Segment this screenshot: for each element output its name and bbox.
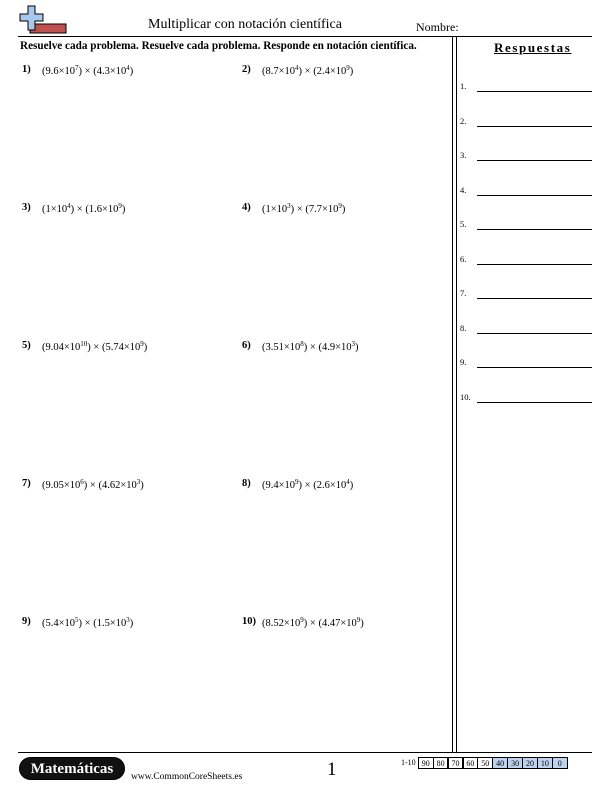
problem-number: 2) [242,64,251,75]
problem-number: 10) [242,616,256,627]
answer-number: 5. [460,219,467,229]
column-divider [456,36,457,752]
problem-expression: $(1\times 10^3) \times (7.7\times 10^9)$ [262,202,346,215]
score-cell: 30 [507,757,523,769]
score-cell: 10 [537,757,553,769]
problem-expression: $(3.51\times 10^8) \times (4.9\times 10^3)$ [262,340,359,353]
answer-row [460,357,592,371]
answer-line[interactable] [477,367,592,368]
answer-number: 4. [460,184,467,195]
answer-number: 2. [460,115,467,126]
answer-line[interactable] [477,126,592,127]
answer-row [460,288,592,302]
brand-badge: Matemáticas [19,757,125,780]
answer-row [460,254,592,268]
answer-line[interactable] [477,333,592,334]
score-cell: 20 [522,757,538,769]
answer-row [460,81,592,95]
answer-line[interactable] [477,160,592,161]
answer-number: 10. [460,391,471,402]
problem-number: 6) [242,340,251,351]
answer-number: 3. [460,150,467,160]
site-url: www.CommonCoreSheets.es [131,772,243,782]
page-number: 1 [327,759,337,780]
problem-expression: $(1\times 10^4) \times (1.6\times 10^9)$ [42,202,126,215]
problem-number: 8) [242,478,251,489]
problem-number: 3) [22,202,31,213]
score-cell: 90 [418,757,434,769]
answer-line[interactable] [477,402,592,403]
answers-title: Respuestas [494,40,572,55]
score-range-label: 1-10 [401,758,416,767]
footer-rule [18,752,592,753]
problem-expression: $(9.04\times 10^{10}) \times (5.74\times 10^9)$ [42,340,148,353]
answer-number: 9. [460,357,467,367]
problem-number: 7) [22,478,31,489]
problem-number: 5) [22,340,31,351]
plus-minus-logo-icon [18,5,68,37]
column-divider [452,36,453,752]
score-cell: 70 [448,757,464,769]
score-cell: 50 [477,757,493,769]
answer-number: 6. [460,253,467,264]
answer-line[interactable] [477,91,592,92]
problem-expression: $(9.05\times 10^6) \times (4.62\times 10^3)$ [42,478,144,491]
answer-row [460,185,592,199]
answer-number: 1. [460,81,467,91]
answer-number: 8. [460,322,467,333]
problem-expression: $(9.4\times 10^9) \times (2.6\times 10^4)$ [262,478,354,491]
answer-number: 7. [460,288,467,298]
instructions: Resuelve cada problema. Resuelve cada problema. Responde en notación científica. [20,40,417,52]
score-cell: 60 [463,757,479,769]
answer-row [460,150,592,164]
name-label: Nombre: [416,20,459,34]
problem-expression: $(8.7\times 10^4) \times (2.4\times 10^9)$ [262,64,354,77]
answer-line[interactable] [477,298,592,299]
problem-expression: $(9.6\times 10^7) \times (4.3\times 10^4)$ [42,64,134,77]
problem-number: 1) [22,64,31,75]
problem-expression: $(5.4\times 10^5) \times (1.5\times 10^3)$ [42,616,134,629]
score-cell: 0 [552,757,568,769]
problem-number: 4) [242,202,251,213]
header-rule [18,36,592,37]
answer-line[interactable] [477,229,592,230]
answer-row [460,392,592,406]
answer-row [460,219,592,233]
problem-expression: $(8.52\times 10^9) \times (4.47\times 10^9)$ [262,616,364,629]
worksheet-title: Multiplicar con notación científica [148,17,342,32]
problem-number: 9) [22,616,31,627]
score-cell: 40 [492,757,508,769]
answer-row [460,116,592,130]
score-table [398,757,568,769]
answer-row [460,323,592,337]
answer-line[interactable] [477,264,592,265]
answer-line[interactable] [477,195,592,196]
score-cell: 80 [433,757,449,769]
